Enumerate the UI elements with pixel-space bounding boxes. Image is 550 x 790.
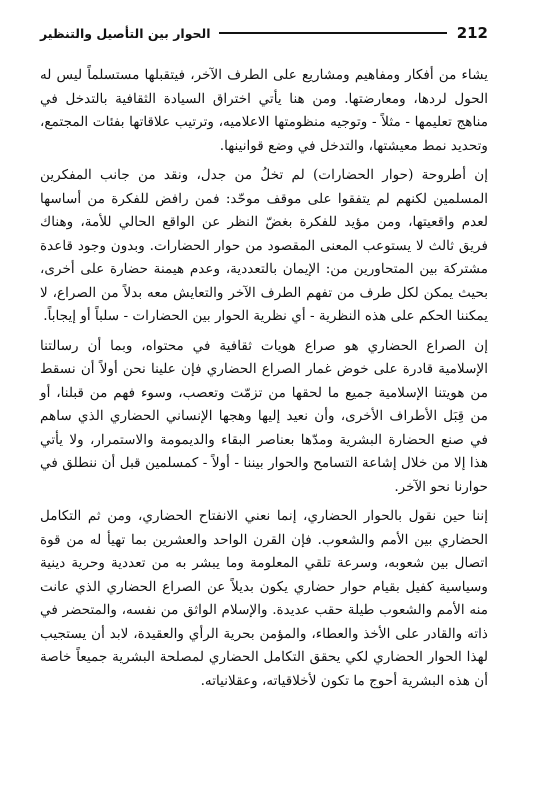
body-text <box>40 64 488 699</box>
page-number: 212 <box>456 24 488 42</box>
paragraph-3: إن الصراع الحضاري هو صراع هويات ثقافية في محتواه، وبما أن رسالتنا الإسلامية قادرة على خوض غمار الصراع الحضاري فإن علينا نحن أولاً أن نسقط من هويتنا الإسلامية جميع ما لحقها من تزمّت وتعصب، وسوء فهم من قبلنا، أو من قِبَل الأطراف الأخرى، وأن نعيد إليها وهجها الإنساني الحضاري الذي ساهم في صنع الحضارة البشرية ومدّها بعناصر البقاء والديمومة والاستمرار، ولا يأتي هذا إلا من خلال إشاعة التسامح والحوار بيننا - أولاً - كمسلمين قبل أن ننطلق في حوارنا نحو الآخر. <box>40 337 488 495</box>
paragraph-4: إننا حين نقول بالحوار الحضاري، إنما نعني الانفتاح الحضاري، ومن ثم التكامل الحضاري بين الأمم والشعوب. فإن القرن الواحد والعشرين بما تهيأ له من قوة اتصال بين شعوبه، وسرعة تلقي المعلومة وما يبشر به من تعددية وحرية دينية وسياسية كفيل بقيام حوار حضاري يكون بديلاً عن الصراع الحضاري الذي عانت منه الأمم والشعوب طيلة حقب عديدة. والإسلام الواثق من نفسه، والمتحضر في ذاته والقادر على الأخذ والعطاء، والمؤمن بحرية الرأي والعقيدة، لابد أن يستجيب لهذا الحوار الحضاري لكي يحقق التكامل الحضاري لمصلحة البشرية جميعاً خاصة أن هذه البشرية أحوج ما تكون لأخلاقياته، وعقلانياته. <box>40 508 488 689</box>
running-title: الحوار بين التأصيل والتنظير <box>40 25 211 41</box>
page-header <box>40 22 488 44</box>
paragraph-1: يشاء من أفكار ومفاهيم ومشاريع على الطرف الآخر، فيتقبلها مستسلماً ليس له الحول لردها، ومعارضتها. ومن هنا يأتي اختراق السيادة الثقافية بالتدخل في مناهج تعليمها - مثلاً - وتوجيه منظومتها الاعلاميه، وترتيب علاقاتها بفئات المجتمع، وتحديد نمط معيشتها، والتدخل في وضع قوانينها. <box>40 67 488 154</box>
paragraph-2: إن أطروحة (حوار الحضارات) لم تخلُ من جدل، ونقد من جانب المفكرين المسلمين لكنهم لم يتفقوا على موقف موحّد: فمن رافض للفكرة من أساسها لعدم واقعيتها، ومن مؤيد للفكرة بغضّ النظر عن الواقع الحالي للأمة، وهناك فريق ثالث لا يستوعب المعنى المقصود من حوار الحضارات. وبدون وجود قاعدة مشتركة بين المتحاورين من: الإيمان بالتعددية، وعدم هيمنة حضارة على أخرى، بحيث يمكن لكل طرف من تفهم الطرف الآخر والتعايش معه بدلاً من الصراع، لا يمكننا الحكم على هذه النظرية - أي نظرية الحوار بين الحضارات - سلباً أو إيجاباً. <box>40 167 488 324</box>
header-rule <box>219 32 447 34</box>
